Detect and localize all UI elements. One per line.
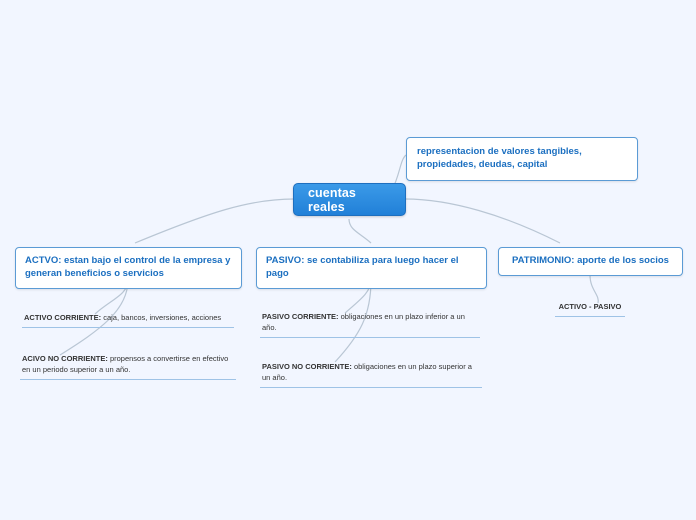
leaf-activo-no-corriente-label: ACIVO NO CORRIENTE:	[22, 354, 108, 363]
branch-node-activo[interactable]	[15, 247, 242, 289]
branch-node-activo-label: ACTVO: estan bajo el control de la empresa y generan beneficios o servicios	[25, 255, 231, 279]
note-text: representacion de valores tangibles, propiedades, deudas, capital	[417, 146, 582, 170]
leaf-pasivo-corriente-text: obligaciones en un plazo inferior a un año.	[262, 312, 465, 332]
note-box[interactable]	[406, 137, 638, 181]
leaf-pasivo-no-corriente-label: PASIVO NO CORRIENTE:	[262, 362, 352, 371]
root-node[interactable]	[293, 183, 406, 216]
leaf-pasivo-no-corriente[interactable]	[260, 360, 482, 388]
root-node-label: cuentas reales	[308, 185, 356, 214]
leaf-activo-corriente-text: caja, bancos, inversiones, acciones	[103, 313, 222, 322]
leaf-activo-no-corriente-text: propensos a convertirse en efectivo en un periodo superior a un año.	[22, 354, 229, 374]
leaf-pasivo-corriente-label: PASIVO CORRIENTE:	[262, 312, 339, 321]
branch-node-patrimonio-label: PATRIMONIO: aporte de los socios	[512, 255, 669, 266]
branch-node-pasivo-label: PASIVO: se contabiliza para luego hacer el pago	[266, 255, 459, 279]
leaf-activo-no-corriente[interactable]	[20, 352, 236, 380]
branch-node-patrimonio[interactable]	[498, 247, 683, 276]
leaf-activo-menos-pasivo[interactable]	[555, 300, 625, 317]
leaf-pasivo-corriente[interactable]	[260, 310, 480, 338]
branch-node-pasivo[interactable]	[256, 247, 487, 289]
leaf-activo-menos-pasivo-label: ACTIVO - PASIVO	[558, 302, 622, 311]
leaf-pasivo-no-corriente-text: obligaciones en un plazo superior a un año.	[262, 362, 472, 382]
leaf-activo-corriente-label: ACTIVO CORRIENTE:	[24, 313, 102, 322]
leaf-activo-corriente[interactable]	[22, 311, 234, 328]
